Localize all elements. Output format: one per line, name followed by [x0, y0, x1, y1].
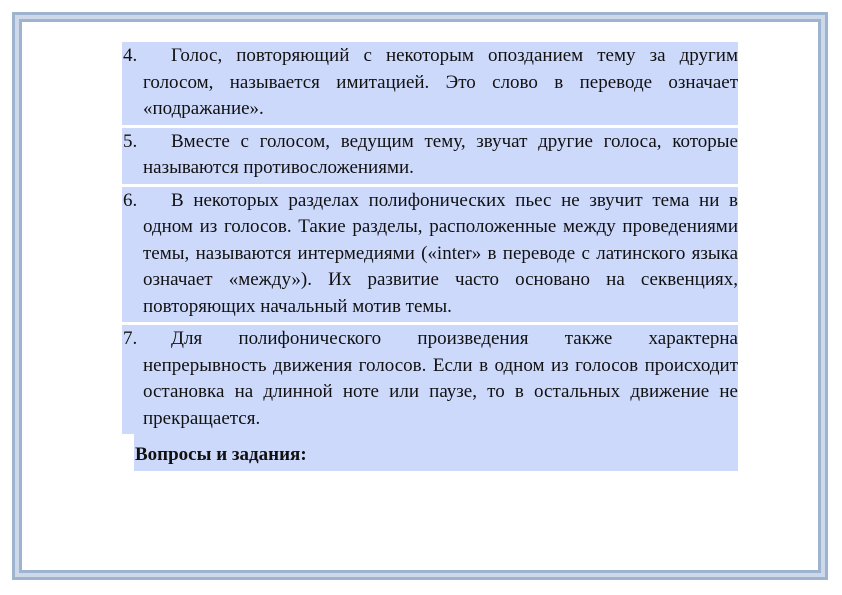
list-number: 4. [123, 45, 138, 66]
text-content [122, 42, 738, 471]
list-item-5 [122, 128, 738, 184]
list-item-text: В некоторых разделах полифонических пьес не звучит тема ни в одном из голосов. Такие разделы, расположенные между проведениями темы, называются интермедиями («inter» в переводе с латинского языка означает «между»). Их развитие часто основано на секвенциях, повторяющих начальный мотив темы. [143, 189, 738, 317]
list-item-text: Голос, повторяющий с некоторым опозданием тему за другим голосом, называется имитацией. Это слово в переводе означает «подражание». [143, 45, 738, 119]
list-item-text: Для полифонического произведения также характерна непрерывность движения голосов. Если в одном из голосов происходит остановка на длинной ноте или паузе, то в остальных движение не прекращается. [143, 328, 738, 429]
questions-heading: Вопросы и задания: [134, 434, 738, 471]
list-number: 5. [123, 130, 138, 152]
list-item-7 [122, 325, 738, 434]
list-item-6 [122, 187, 738, 323]
list-item-text: Вместе с голосом, ведущим тему, звучат другие голоса, которые называются противосложениями. [143, 130, 738, 178]
list-number: 6. [123, 189, 138, 211]
list-number: 7. [123, 328, 138, 349]
list-item-4 [122, 42, 738, 125]
